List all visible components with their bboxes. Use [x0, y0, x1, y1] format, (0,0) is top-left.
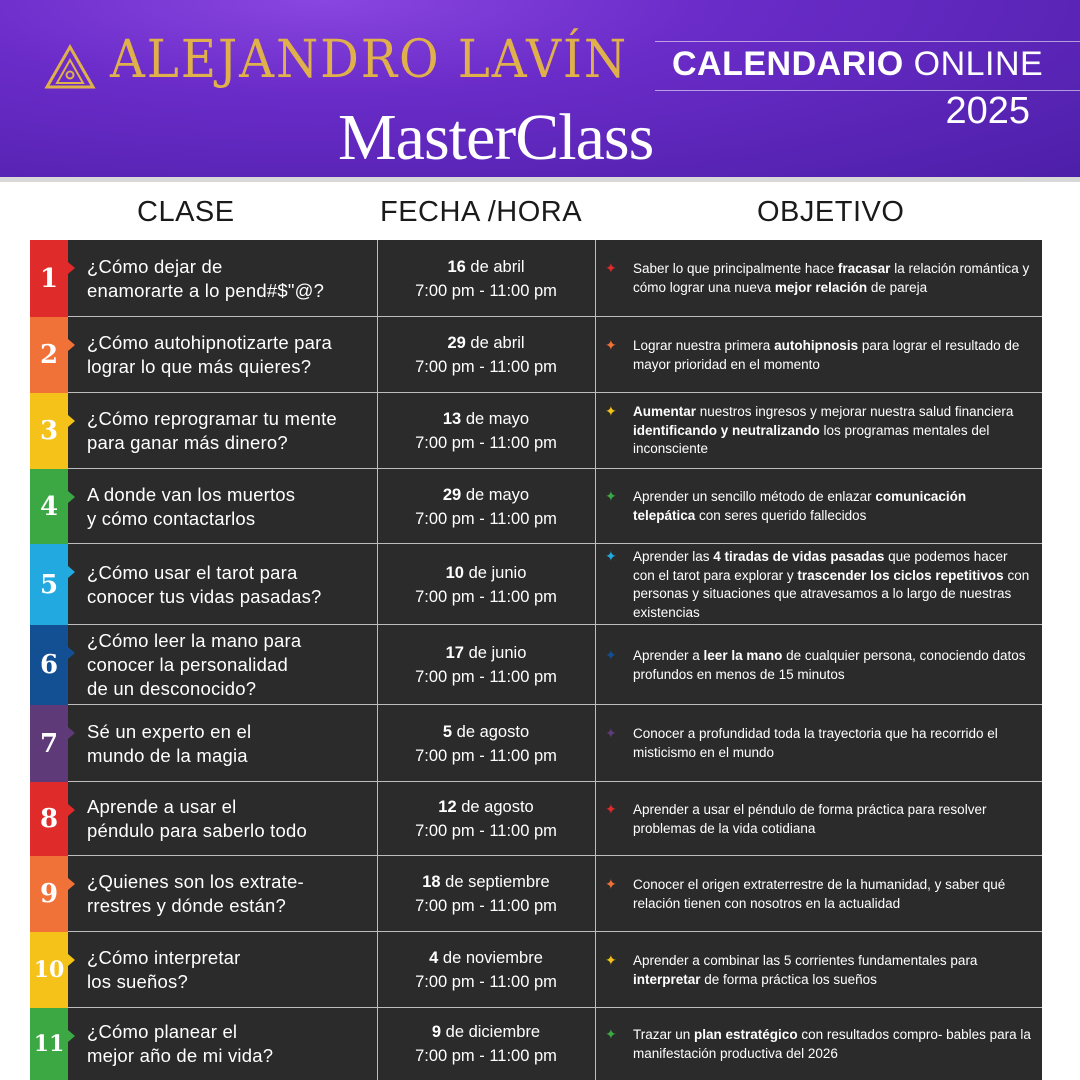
time-range: 7:00 pm - 11:00 pm	[415, 668, 557, 686]
objective-highlight: leer la mano	[703, 648, 783, 663]
date-line	[447, 255, 524, 279]
class-date-time	[377, 705, 595, 782]
class-objective	[595, 625, 1032, 705]
class-number: 3	[30, 393, 68, 469]
date-day: 18	[422, 873, 441, 891]
objective-segment: la relación romántica y cómo lograr una nueva	[633, 261, 1030, 295]
objective-highlight: mejor relación	[774, 279, 868, 295]
date-line	[443, 407, 529, 431]
objective-segment: nuestros ingresos y mejorar nuestra salud financiera	[696, 404, 1014, 419]
sparkle-icon: ✦	[605, 876, 617, 892]
class-title: ¿Cómo planear el mejor año de mi vida?	[87, 1021, 274, 1066]
class-title: Aprende a usar el péndulo para saberlo todo	[87, 796, 307, 841]
class-objective	[595, 317, 1032, 393]
date-day: 29	[442, 485, 462, 504]
date-month: de agosto	[452, 722, 530, 741]
class-date-time	[377, 317, 595, 393]
objective-text	[633, 548, 1032, 622]
objective-text	[633, 876, 1032, 913]
row-notch	[68, 262, 75, 274]
time-range: 7:00 pm - 11:00 pm	[415, 746, 557, 765]
class-date-time	[377, 782, 595, 856]
table-row	[30, 705, 1042, 782]
class-title: ¿Cómo leer la mano para conocer la personalidad de un desconocido?	[87, 630, 302, 699]
class-title: ¿Cómo reprogramar tu mente para ganar más dinero?	[87, 408, 337, 453]
objective-highlight: comunicación telepática	[633, 489, 967, 523]
date-line	[446, 561, 527, 585]
date-month: de noviembre	[438, 949, 543, 967]
objective-text	[633, 647, 1032, 684]
date-line	[446, 641, 527, 665]
row-notch	[68, 491, 75, 503]
objective-segment: Conocer a profundidad toda la trayectoria que ha recorrido el misticismo en el mundo	[633, 726, 998, 760]
objective-text	[633, 403, 1032, 459]
schedule-table	[30, 240, 1042, 1080]
date-month: de mayo	[461, 485, 530, 504]
sparkle-icon: ✦	[605, 337, 617, 353]
objective-segment: Aprender las	[633, 549, 714, 564]
column-divider	[377, 240, 378, 1080]
table-row	[30, 469, 1042, 544]
table-row	[30, 856, 1042, 932]
class-date-time	[377, 1008, 595, 1080]
class-number: 1	[30, 240, 68, 317]
objective-segment: con seres querido fallecidos	[695, 507, 867, 523]
class-date-time	[377, 393, 595, 469]
objective-segment: Aprender a combinar las 5 corrientes fundamentales para	[633, 953, 978, 968]
pyramid-eye-icon	[44, 44, 96, 90]
class-date-time	[377, 544, 595, 625]
table-row	[30, 544, 1042, 625]
time-range: 7:00 pm - 11:00 pm	[415, 822, 557, 840]
objective-text	[633, 260, 1032, 297]
time-range: 7:00 pm - 11:00 pm	[415, 358, 557, 376]
class-number: 5	[30, 544, 68, 625]
objective-segment: los programas mentales del inconsciente	[633, 422, 990, 456]
date-day: 12	[438, 798, 457, 816]
objective-highlight: Aumentar	[633, 404, 697, 419]
time-range: 7:00 pm - 11:00 pm	[415, 1047, 557, 1065]
objective-segment: de forma práctica los sueños	[700, 971, 877, 987]
objective-text	[633, 1026, 1032, 1063]
sparkle-icon: ✦	[605, 725, 617, 741]
sparkle-icon: ✦	[605, 548, 617, 564]
date-line	[429, 946, 543, 970]
objective-segment: Saber lo que principalmente hace	[633, 261, 838, 276]
table-row	[30, 625, 1042, 705]
objective-segment: Aprender a	[633, 648, 704, 663]
class-number: 10	[30, 932, 68, 1008]
date-month: de agosto	[456, 798, 534, 816]
row-notch	[68, 804, 75, 816]
column-header-fecha: FECHA /HORA	[380, 196, 583, 228]
objective-segment: Trazar un	[633, 1027, 695, 1042]
brand-name: ALEJANDRO LAVÍN	[110, 30, 629, 90]
time-range: 7:00 pm - 11:00 pm	[415, 509, 557, 528]
objective-text	[633, 725, 1032, 762]
row-notch	[68, 339, 75, 351]
date-day: 5	[442, 722, 453, 741]
objective-highlight: identificando y neutralizando	[633, 422, 820, 438]
class-objective	[595, 469, 1032, 544]
date-day: 17	[445, 644, 464, 662]
date-day: 10	[445, 563, 464, 582]
date-day: 29	[447, 334, 466, 352]
objective-segment: para lograr el resultado de mayor prioridad en el momento	[633, 338, 1020, 372]
objective-highlight: autohipnosis	[774, 338, 859, 353]
date-day: 4	[429, 949, 439, 967]
objective-segment: Lograr nuestra primera	[633, 338, 775, 353]
date-line	[422, 870, 550, 894]
objective-segment: de cualquier persona, conociendo datos profundos en menos de 15 minutos	[633, 648, 1026, 682]
date-month: de junio	[463, 644, 527, 662]
date-month: de junio	[463, 563, 527, 582]
date-line	[443, 483, 529, 507]
time-range: 7:00 pm - 11:00 pm	[415, 434, 557, 452]
class-date-time	[377, 856, 595, 932]
table-row	[30, 393, 1042, 469]
calendar-title-bold: CALENDARIO	[672, 45, 904, 83]
date-line	[438, 795, 533, 819]
time-range: 7:00 pm - 11:00 pm	[415, 587, 557, 606]
objective-highlight: plan estratégico	[694, 1027, 798, 1042]
class-date-time	[377, 240, 595, 317]
objective-segment: con resultados compro- bables para la manifestación productiva del 2026	[633, 1027, 1031, 1061]
calendar-title	[672, 45, 1043, 84]
class-objective	[595, 782, 1032, 856]
table-row	[30, 317, 1042, 393]
date-month: de septiembre	[440, 873, 550, 891]
table-row	[30, 1008, 1042, 1080]
class-objective	[595, 544, 1032, 625]
date-month: de diciembre	[441, 1023, 541, 1041]
calendar-year: 2025	[945, 90, 1030, 132]
class-objective	[595, 240, 1032, 317]
class-objective	[595, 1008, 1032, 1080]
row-notch	[68, 727, 75, 739]
sparkle-icon: ✦	[605, 647, 617, 663]
date-month: de abril	[465, 257, 525, 276]
date-day: 13	[442, 410, 462, 428]
product-title: MasterClass	[338, 101, 654, 174]
objective-segment: con personas y situaciones que atravesamos a lo largo de nuestras existencias	[633, 567, 1030, 620]
class-date-time	[377, 932, 595, 1008]
sparkle-icon: ✦	[605, 488, 617, 504]
table-row	[30, 932, 1042, 1008]
objective-segment: que podemos hacer con el tarot para explorar y	[633, 549, 1008, 583]
column-divider	[595, 240, 596, 1080]
objective-segment: Conocer el origen extraterrestre de la humanidad, y saber qué relación tienen con nosotros en la actualidad	[633, 877, 1006, 911]
date-day: 9	[431, 1023, 442, 1041]
date-day: 16	[447, 257, 466, 276]
objective-highlight: fracasar	[837, 261, 891, 276]
class-title: ¿Cómo interpretar los sueños?	[87, 947, 241, 992]
objective-highlight: interpretar	[633, 971, 701, 987]
time-range: 7:00 pm - 11:00 pm	[415, 281, 557, 300]
divider	[655, 41, 1080, 42]
date-line	[432, 1020, 540, 1044]
column-header-objetivo: OBJETIVO	[757, 196, 905, 228]
row-notch	[68, 566, 75, 578]
class-title: A donde van los muertos y cómo contactarlos	[87, 483, 296, 529]
objective-segment: de pareja	[867, 279, 928, 295]
class-objective	[595, 856, 1032, 932]
objective-text	[633, 488, 1032, 525]
time-range: 7:00 pm - 11:00 pm	[415, 897, 557, 915]
class-title: ¿Cómo dejar de enamorarte a lo pend#$"@?	[87, 255, 325, 301]
table-row	[30, 782, 1042, 856]
class-objective	[595, 705, 1032, 782]
objective-highlight: 4 tiradas de vidas pasadas	[713, 549, 885, 564]
class-number: 8	[30, 782, 68, 856]
class-title: ¿Cómo usar el tarot para conocer tus vidas pasadas?	[87, 561, 322, 607]
objective-text	[633, 952, 1032, 989]
class-number: 2	[30, 317, 68, 393]
header-banner	[0, 0, 1080, 182]
class-date-time	[377, 625, 595, 705]
sparkle-icon: ✦	[605, 952, 617, 968]
calendar-title-light: ONLINE	[913, 45, 1044, 83]
class-number: 4	[30, 469, 68, 544]
objective-segment: Aprender un sencillo método de enlazar	[633, 489, 876, 504]
class-objective	[595, 932, 1032, 1008]
sparkle-icon: ✦	[605, 1026, 617, 1042]
row-notch	[68, 415, 75, 427]
objective-highlight: trascender los ciclos repetitivos	[797, 567, 1004, 583]
sparkle-icon: ✦	[605, 801, 617, 817]
objective-segment: Aprender a usar el péndulo de forma práctica para resolver problemas de la vida cotidiana	[633, 802, 987, 836]
date-line	[447, 331, 524, 355]
class-number: 11	[30, 1008, 68, 1080]
row-notch	[68, 647, 75, 659]
class-number: 9	[30, 856, 68, 932]
class-title: ¿Cómo autohipnotizarte para lograr lo que más quieres?	[87, 332, 333, 377]
date-line	[443, 720, 529, 744]
objective-text	[633, 337, 1032, 374]
class-number: 7	[30, 705, 68, 782]
table-row	[30, 240, 1042, 317]
class-number: 6	[30, 625, 68, 705]
sparkle-icon: ✦	[605, 403, 617, 419]
time-range: 7:00 pm - 11:00 pm	[415, 973, 557, 991]
class-objective	[595, 393, 1032, 469]
objective-text	[633, 801, 1032, 838]
date-month: de abril	[465, 334, 525, 352]
row-notch	[68, 878, 75, 890]
sparkle-icon: ✦	[605, 260, 617, 276]
class-title: Sé un experto en el mundo de la magia	[87, 720, 252, 766]
class-title: ¿Quienes son los extrate- rrestres y dónde están?	[87, 871, 304, 916]
date-month: de mayo	[461, 410, 530, 428]
column-header-clase: CLASE	[137, 196, 235, 228]
class-date-time	[377, 469, 595, 544]
row-notch	[68, 1030, 75, 1042]
row-notch	[68, 954, 75, 966]
